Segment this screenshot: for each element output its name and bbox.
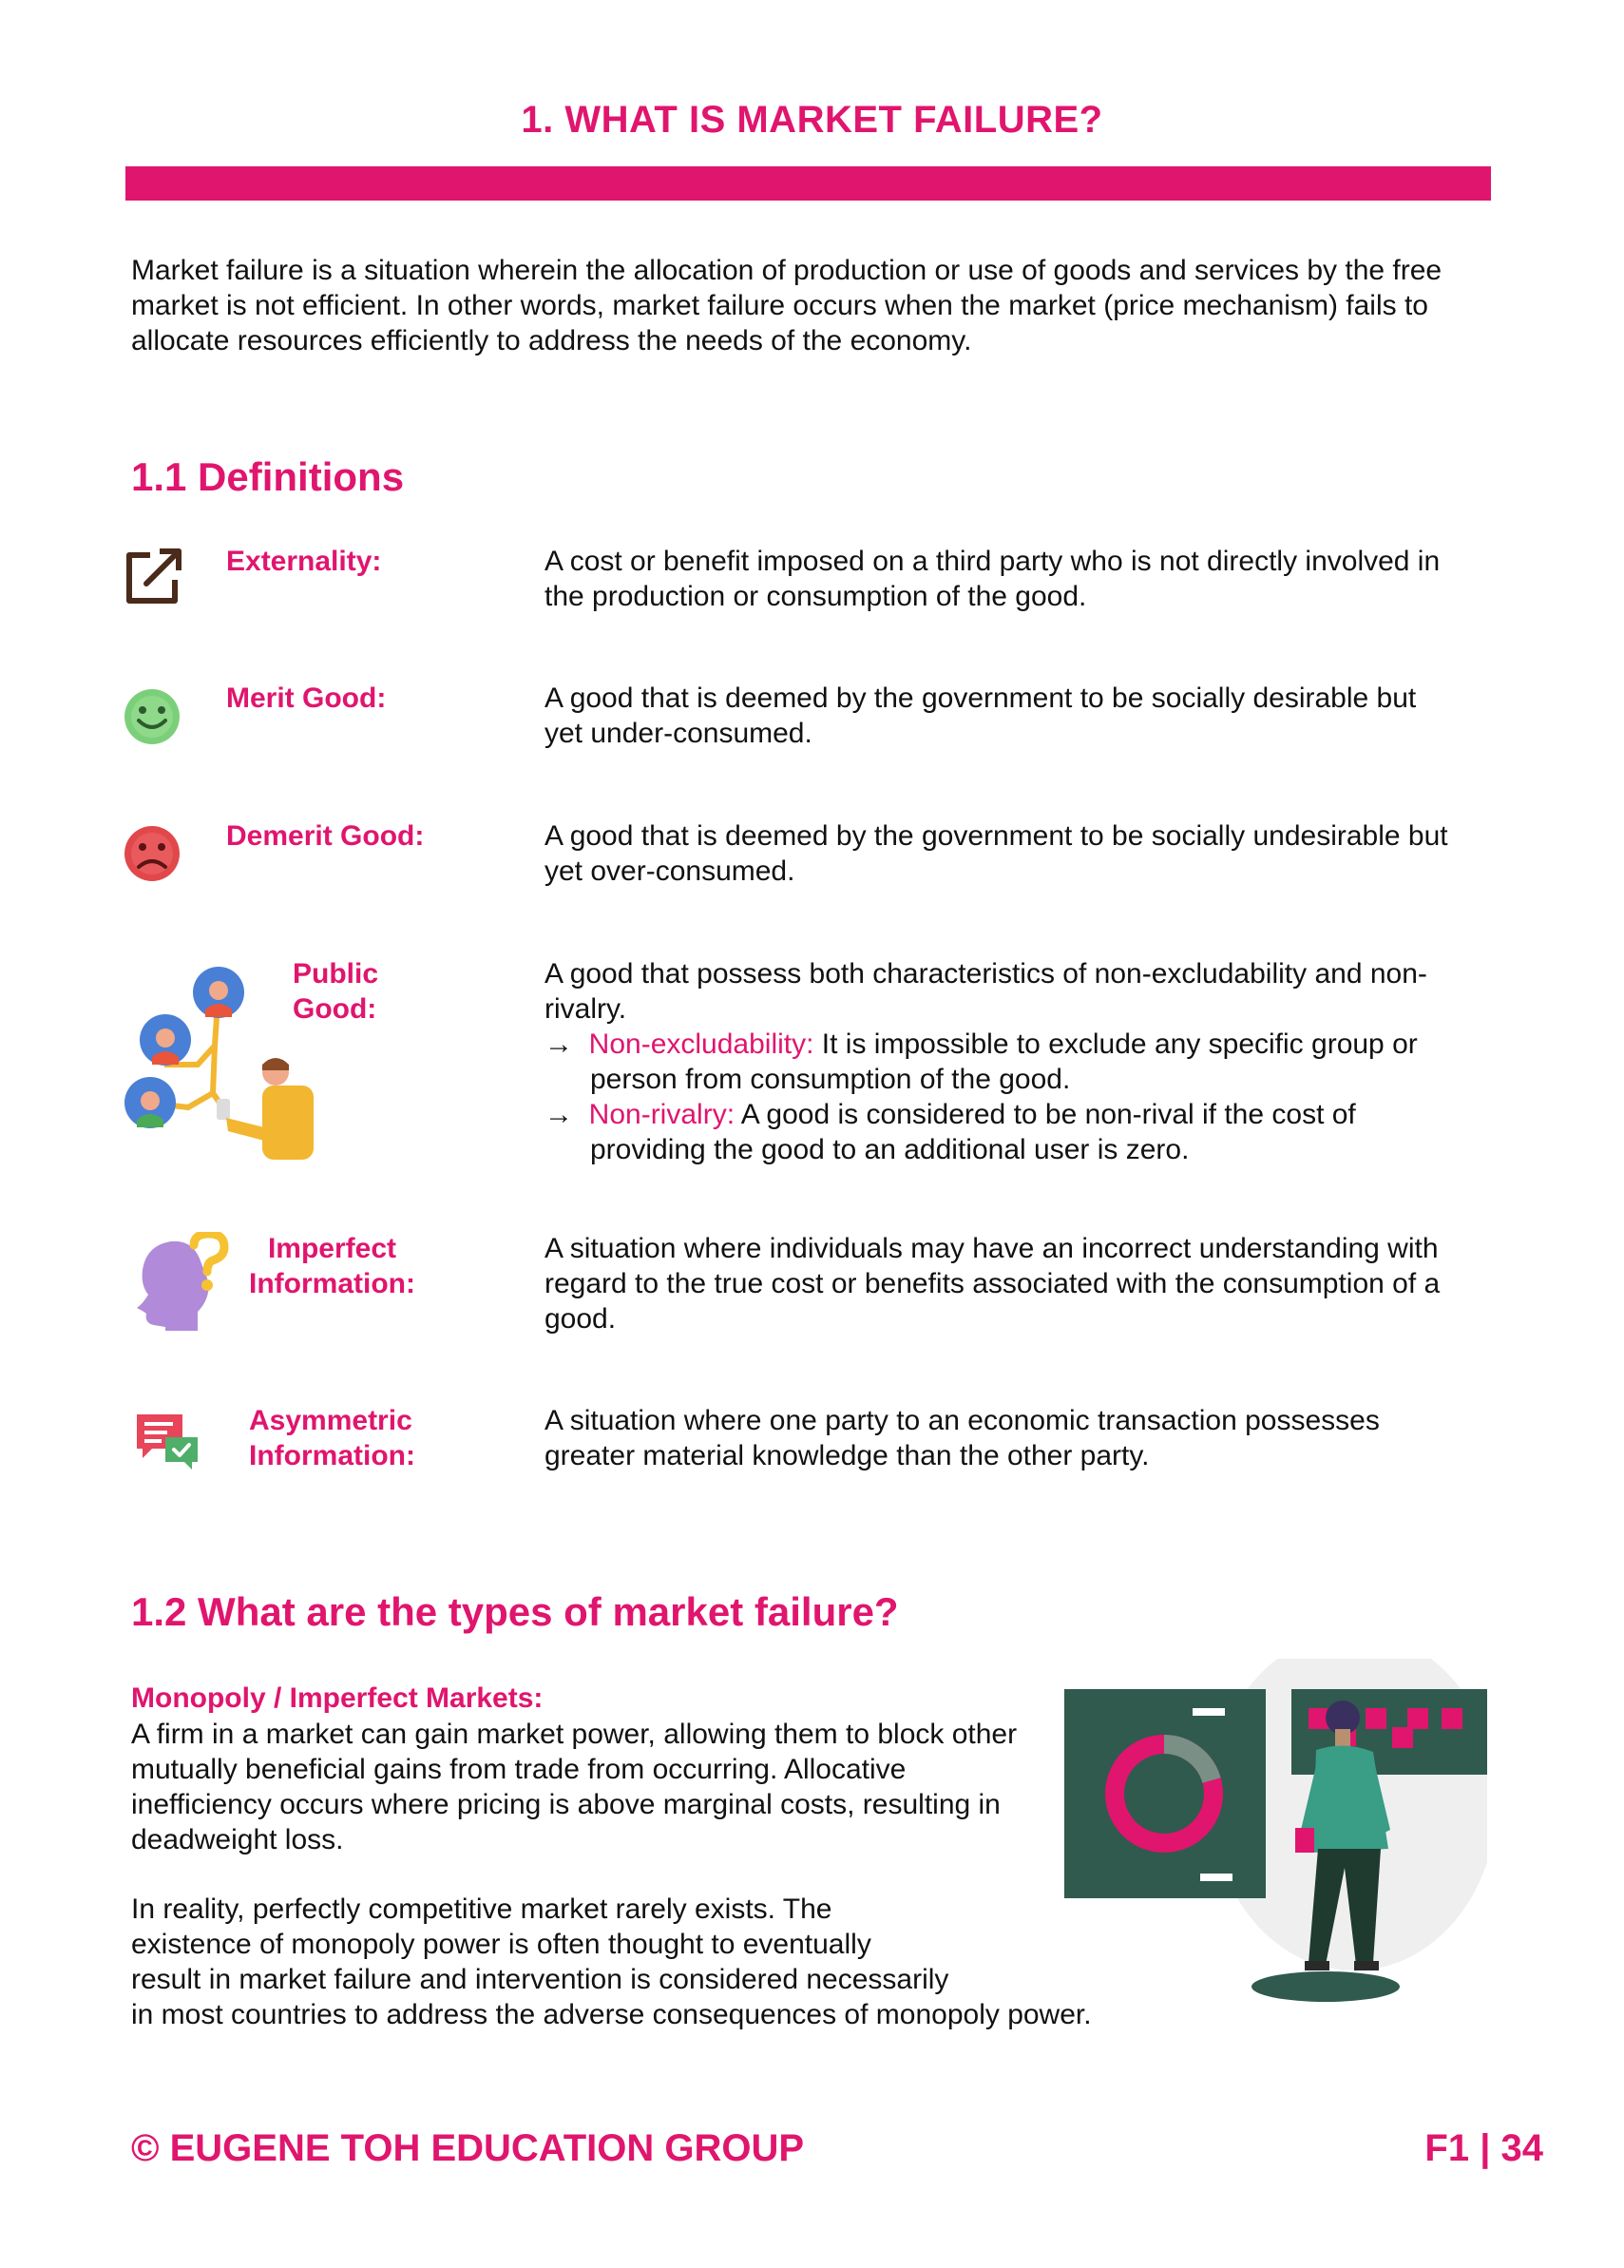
sad-face-icon xyxy=(122,823,182,884)
bullet-non-excludability: → Non-excludability: It is impossible to exclude any specific group or person from consumption of the good. xyxy=(545,1028,1418,1095)
bullet-non-rivalry: → Non-rivalry: A good is considered to be non-rival if the cost of providing the good to an additional user is zero. xyxy=(545,1099,1356,1165)
monopoly-paragraph-2: In reality, perfectly competitive market rarely exists. The existence of monopoly power is often thought to eventually result in market failure and intervention is considered necessarily in most countries to address the adverse consequences of monopoly power. xyxy=(131,1893,1092,2030)
monopoly-heading: Monopoly / Imperfect Markets: xyxy=(131,1682,544,1714)
chat-bubbles-icon xyxy=(133,1411,201,1471)
monopoly-paragraph-1: A firm in a market can gain market power, allowing them to block other mutually beneficial gains from trade from occurring. Allocative inefficiency occurs where pricing is above marginal costs, resulting in deadweight loss. xyxy=(131,1719,1018,1855)
footer-page-number: F1 | 34 xyxy=(1424,2127,1543,2169)
term-public-good: Public Good: xyxy=(293,958,379,1025)
network-people-icon xyxy=(122,960,321,1160)
footer-copyright: © EUGENE TOH EDUCATION GROUP xyxy=(131,2127,805,2169)
definition-externality: A cost or benefit imposed on a third party who is not directly involved in the production or consumption of the good. xyxy=(545,546,1441,612)
section-heading-definitions: 1.1 Definitions xyxy=(131,454,405,499)
definition-demerit-good: A good that is deemed by the government to be socially undesirable but yet over-consumed. xyxy=(545,820,1448,887)
term-asymmetric-information: Asymmetric Information: xyxy=(249,1405,415,1471)
title-bar-divider xyxy=(125,166,1491,201)
term-demerit-good: Demerit Good: xyxy=(226,820,425,852)
intro-paragraph: Market failure is a situation wherein the allocation of production or use of goods and services by the free market is not efficient. In other words, market failure occurs when the market (price mechanism) fails to allocate resources efficiently to address the needs of the economy. xyxy=(131,255,1442,356)
term-externality: Externality: xyxy=(226,546,382,577)
section-heading-types: 1.2 What are the types of market failure? xyxy=(131,1589,899,1634)
term-imperfect-information: Imperfect Information: xyxy=(249,1233,415,1299)
definition-imperfect-information: A situation where individuals may have an incorrect understanding with regard to the true cost or benefits associated with the consumption of a good. xyxy=(545,1233,1441,1335)
external-link-icon xyxy=(122,544,186,608)
definition-merit-good: A good that is deemed by the government to be socially desirable but yet under-consumed. xyxy=(545,682,1417,749)
head-question-icon xyxy=(133,1232,232,1331)
person-viewing-dashboard-illustration xyxy=(1060,1659,1487,2020)
page-title: 1. WHAT IS MARKET FAILURE? xyxy=(521,99,1103,141)
term-merit-good: Merit Good: xyxy=(226,682,387,714)
smiley-face-icon xyxy=(122,686,182,747)
definition-public-good: A good that possess both characteristics of non-excludability and non-rivalry. → Non-excludability: It is impossible to exclude any specific group or person from consumption of the good. → Non-rivalry: A good is considered to be non-rival if the cost of providing the good to an additional user is zero. xyxy=(545,956,1457,1167)
definition-asymmetric-information: A situation where one party to an economic transaction possesses greater material knowledge than the other party. xyxy=(545,1405,1380,1471)
